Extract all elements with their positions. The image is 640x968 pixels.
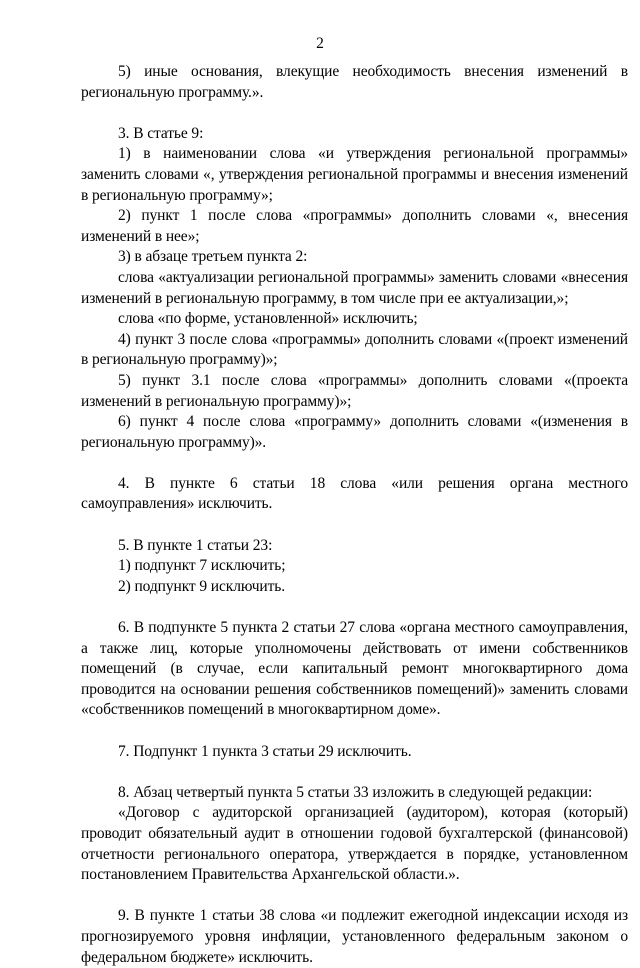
paragraph: 9. В пункте 1 статьи 38 слова «и подлежит ежегодной индексации исходя из прогнозируемого уровня инфляции, установленного федеральным законом о федеральном бюджете» исключить. [81,907,628,966]
paragraph: 8. Абзац четвертый пункта 5 статьи 33 изложить в следующей редакции: [118,783,593,801]
paragraph: слова «по форме, установленной» исключить; [118,310,418,328]
paragraph: 5) пункт 3.1 после слова «программы» дополнить словами «(проекта изменений в региональную программу)»; [81,371,628,410]
paragraph: 3) в абзаце третьем пункта 2: [118,248,308,266]
paragraph: слова «актуализации региональной программы» заменить словами «внесения изменений в региональную программу, в том числе при ее актуализации,»; [81,268,628,307]
paragraph: «Договор с аудиторской организацией (аудитором), которая (который) проводит обязательный аудит в отношении годовой бухгалтерской (финансовой) отчетности регионального оператора, утверждается в порядке, установленном постановлением Правительства Архангельской области.». [81,804,628,884]
paragraph: 5) иные основания, влекущие необходимость внесения изменений в региональную программу.». [81,63,628,101]
paragraph: 6. В подпункте 5 пункта 2 статьи 27 слова «органа местного самоуправления, а также лиц, которые уполномочены действовать от имени собственников помещений (в случае, если капитальный ремонт многоквартирного дома проводится на основании решения собственников помещений)» заменить словами «собственников помещений в многоквартирном доме». [81,619,628,719]
document-body [81,62,628,968]
paragraph: 2) пункт 1 после слова «программы» дополнить словами «, внесения изменений в нее»; [81,207,628,245]
paragraph: 4. В пункте 6 статьи 18 слова «или решения органа местного самоуправления» исключить. [81,474,628,513]
paragraph: 3. В статье 9: [118,124,204,142]
page-number: 2 [316,35,324,52]
paragraph: 5. В пункте 1 статьи 23: [118,536,273,554]
paragraph: 1) в наименовании слова «и утверждения региональной программы» заменить словами «, утверждения региональной программы и внесения изменений в региональную программу»; [81,145,628,204]
paragraph: 2) подпункт 9 исключить. [118,577,286,595]
paragraph: 6) пункт 4 после слова «программу» дополнить словами «(изменения в региональную программу)». [81,413,628,451]
paragraph: 4) пункт 3 после слова «программы» дополнить словами «(проект изменений в региональную программу)»; [81,330,628,369]
paragraph: 1) подпункт 7 исключить; [118,557,286,575]
paragraph: 7. Подпункт 1 пункта 3 статьи 29 исключить. [118,742,412,760]
